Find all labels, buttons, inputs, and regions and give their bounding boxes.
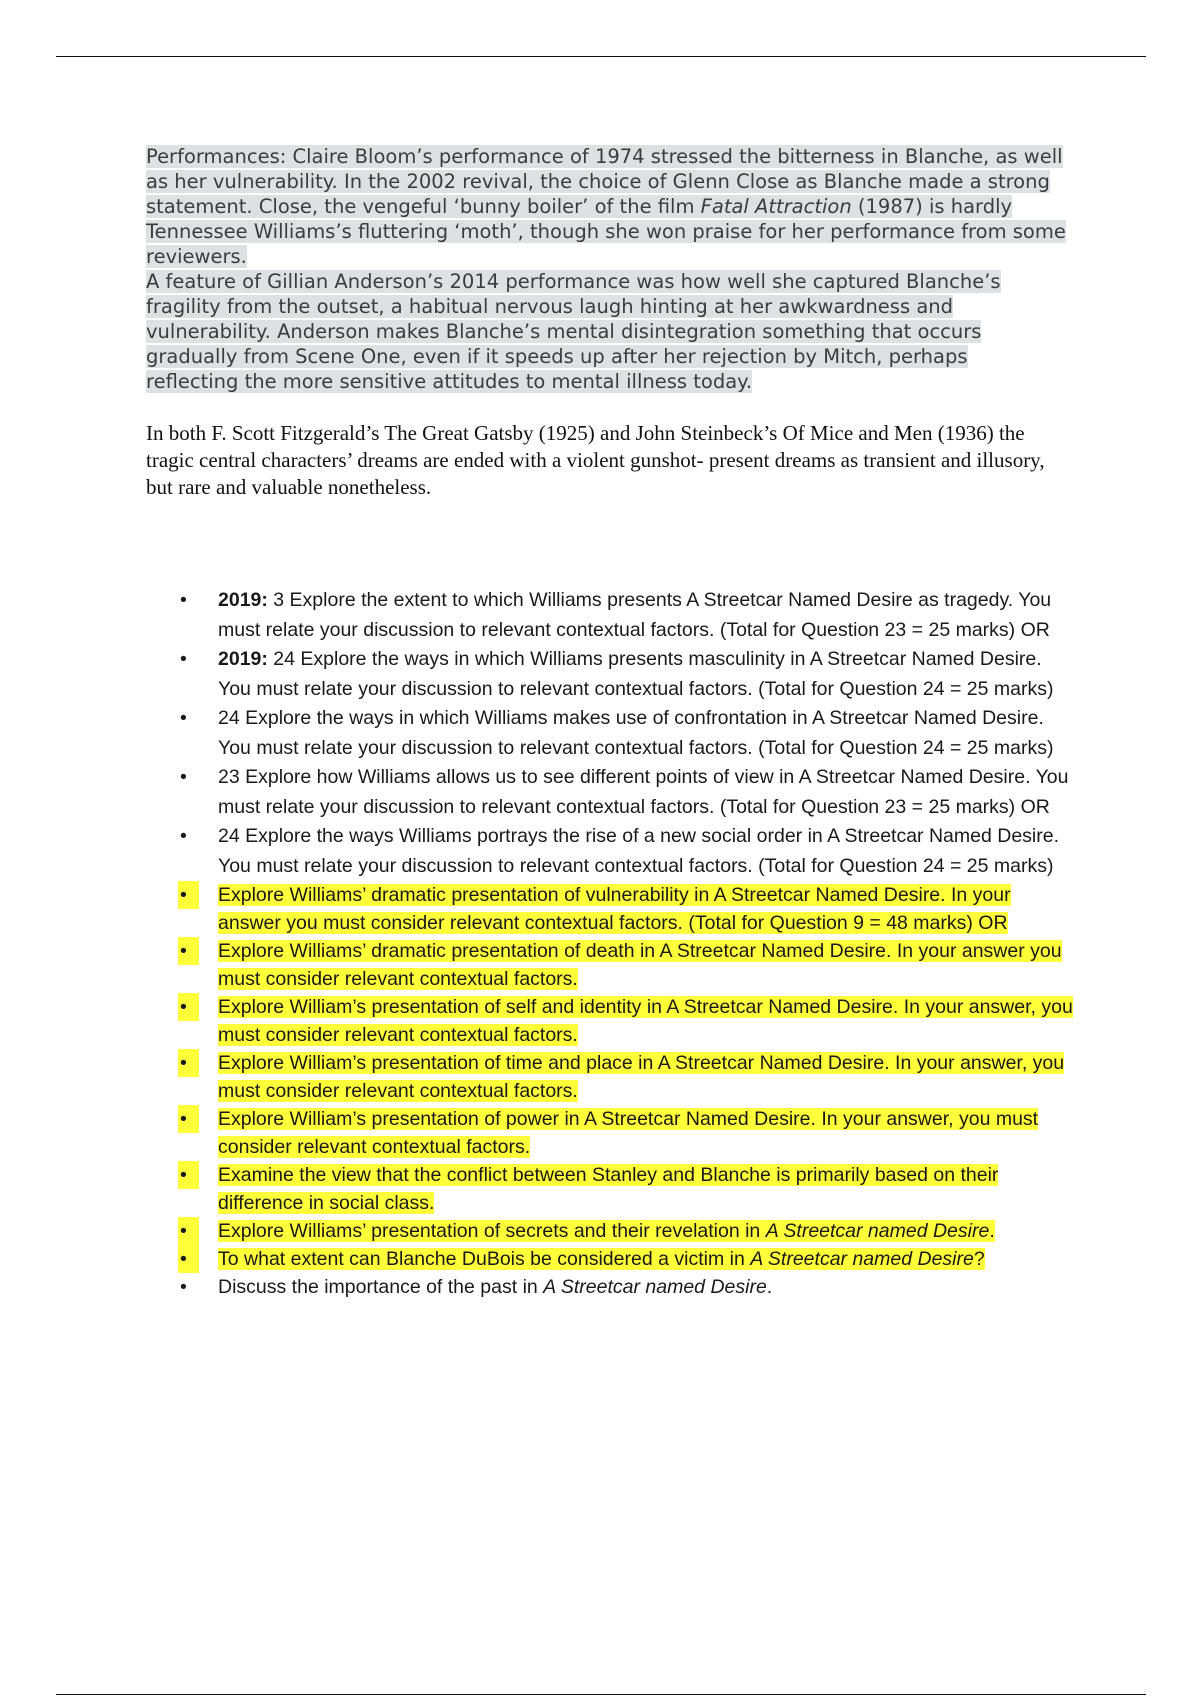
bullet-icon: • <box>180 589 187 611</box>
question-text: Explore Williams’ dramatic presentation of death in A Streetcar Named Desire. In your answer you must consider relevant contextual factors. <box>218 940 1062 990</box>
question-text: Explore Williams’ presentation of secrets and their revelation in <box>218 1220 766 1242</box>
list-item <box>176 704 1076 763</box>
bullet-icon: • <box>178 937 199 965</box>
bullet-icon: • <box>178 1161 199 1189</box>
bullet-icon: • <box>178 993 199 1021</box>
question-text: 23 Explore how Williams allows us to see different points of view in A Streetcar Named Desire. You must relate your discussion to relevant contextual factors. (Total for Question 23 = 25 marks) OR <box>218 766 1069 818</box>
bullet-icon: • <box>178 1245 199 1273</box>
question-list <box>176 586 1076 1301</box>
question-text: 24 Explore the ways Williams portrays the rise of a new social order in A Streetcar Named Desire. You must relate your discussion to relevant contextual factors. (Total for Question 24 = 25 marks) <box>218 825 1060 877</box>
highlighted-list-item <box>176 1217 1076 1245</box>
question-text: 3 Explore the extent to which Williams presents A Streetcar Named Desire as tragedy. You must relate your discussion to relevant contextual factors. (Total for Question 23 = 25 marks) OR <box>218 589 1052 641</box>
bullet-icon: • <box>178 1049 199 1077</box>
list-item <box>176 822 1076 881</box>
performances-paragraph-1 <box>146 144 1066 269</box>
highlighted-list-item <box>176 1105 1076 1161</box>
bullet-icon: • <box>178 1217 199 1245</box>
question-text: Explore William’s presentation of power in A Streetcar Named Desire. In your answer, you must consider relevant contextual factors. <box>218 1108 1039 1158</box>
question-text: Explore William’s presentation of time and place in A Streetcar Named Desire. In your answer, you must consider relevant contextual factors. <box>218 1052 1065 1102</box>
question-punctuation: . <box>989 1220 995 1242</box>
highlighted-list-item <box>176 1245 1076 1273</box>
highlighted-list-item <box>176 937 1076 993</box>
comparison-paragraph: In both F. Scott Fitzgerald’s The Great Gatsby (1925) and John Steinbeck’s Of Mice and Men (1936) the tragic central characters’ dreams are ended with a violent gunshot- present dreams as transient and illusory, but rare and valuable nonetheless. <box>146 421 1045 499</box>
question-text: Explore William’s presentation of self and identity in A Streetcar Named Desire. In your answer, you must consider relevant contextual factors. <box>218 996 1073 1046</box>
list-item <box>176 1273 1076 1301</box>
question-text: Discuss the importance of the past in <box>218 1276 544 1298</box>
performances-text-1a: Performances: Claire Bloom’s performance of 1974 stressed the bitterness in Blanche, as well as her vulnerability. In the 2002 revival, the choice of Glenn Close as Blanche made a strong statement. Close, the vengeful ‘bunny boiler’ of the film <box>146 145 1063 218</box>
list-item <box>176 645 1076 704</box>
play-title: A Streetcar named Desire <box>543 1276 767 1298</box>
footer-rule <box>56 1694 1146 1695</box>
highlighted-list-item <box>176 993 1076 1049</box>
bullet-icon: • <box>178 1105 199 1133</box>
performances-paragraph-2 <box>146 269 1066 394</box>
question-text: 24 Explore the ways in which Williams presents masculinity in A Streetcar Named Desire. You must relate your discussion to relevant contextual factors. (Total for Question 24 = 25 marks) <box>218 648 1054 700</box>
question-punctuation: . <box>766 1276 773 1298</box>
question-text: To what extent can Blanche DuBois be considered a victim in <box>218 1248 751 1270</box>
question-text: Explore Williams’ dramatic presentation of vulnerability in A Streetcar Named Desire. In your answer you must consider relevant contextual factors. (Total for Question 9 = 48 marks) OR <box>218 884 1011 934</box>
play-title: A Streetcar named Desire <box>750 1248 974 1270</box>
list-item <box>176 586 1076 645</box>
highlighted-list-item <box>176 881 1076 937</box>
performances-text-1b: (1987) is hardly Tennessee Williams’s fluttering ‘moth’, though she won praise for her performance from some reviewers. <box>146 195 1066 268</box>
question-text: Examine the view that the conflict between Stanley and Blanche is primarily based on their difference in social class. <box>218 1164 999 1214</box>
question-punctuation: ? <box>973 1248 985 1270</box>
year-label: 2019: <box>218 648 268 670</box>
performances-section <box>146 144 1066 394</box>
film-title: Fatal Attraction <box>700 195 852 218</box>
header-rule <box>56 56 1146 57</box>
bullet-icon: • <box>180 766 187 788</box>
bullet-icon: • <box>178 881 199 909</box>
bullet-icon: • <box>180 648 187 670</box>
play-title: A Streetcar named Desire <box>765 1220 990 1242</box>
bullet-icon: • <box>180 1276 187 1298</box>
highlighted-list-item <box>176 1161 1076 1217</box>
bullet-icon: • <box>180 825 187 847</box>
bullet-icon: • <box>180 707 187 729</box>
year-label: 2019: <box>218 589 268 611</box>
performances-text-2: A feature of Gillian Anderson’s 2014 performance was how well she captured Blanche’s fragility from the outset, a habitual nervous laugh hinting at her awkwardness and vulnerability. Anderson makes Blanche’s mental disintegration something that occurs gradually from Scene One, even if it speeds up after her rejection by Mitch, perhaps reflecting the more sensitive attitudes to mental illness today. <box>146 270 1001 393</box>
question-text: 24 Explore the ways in which Williams makes use of confrontation in A Streetcar Named Desire. You must relate your discussion to relevant contextual factors. (Total for Question 24 = 25 marks) <box>218 707 1054 759</box>
highlighted-list-item <box>176 1049 1076 1105</box>
list-item <box>176 763 1076 822</box>
